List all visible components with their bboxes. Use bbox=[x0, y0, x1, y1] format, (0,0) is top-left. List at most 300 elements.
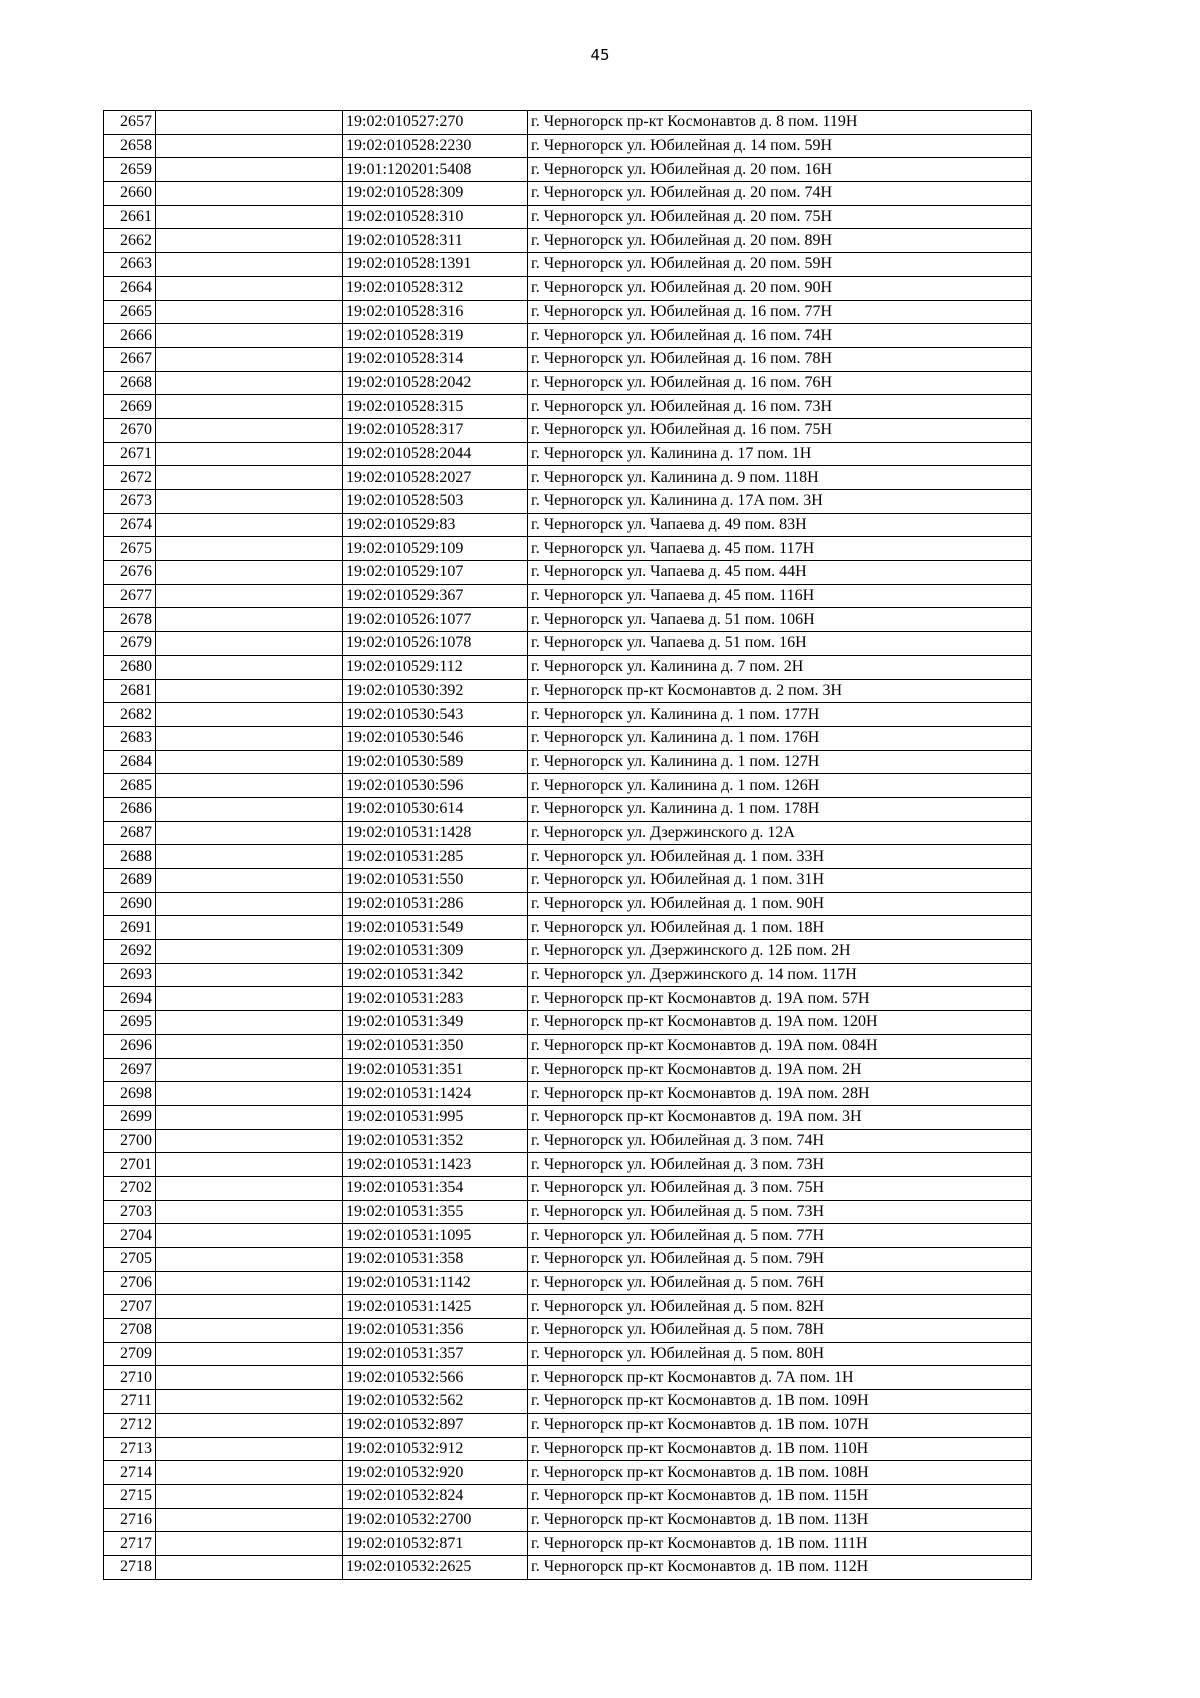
empty-cell bbox=[156, 821, 343, 845]
empty-cell bbox=[156, 608, 343, 632]
empty-cell bbox=[156, 1366, 343, 1390]
address-cell: г. Черногорск ул. Юбилейная д. 1 пом. 18Н bbox=[528, 916, 1032, 940]
cadastral-number-cell: 19:02:010530:392 bbox=[343, 679, 528, 703]
address-cell: г. Черногорск ул. Юбилейная д. 20 пом. 90Н bbox=[528, 276, 1032, 300]
cadastral-number-cell: 19:02:010531:1423 bbox=[343, 1153, 528, 1177]
empty-cell bbox=[156, 1034, 343, 1058]
address-cell: г. Черногорск ул. Калинина д. 9 пом. 118Н bbox=[528, 466, 1032, 490]
row-number-cell: 2681 bbox=[104, 679, 156, 703]
table-row bbox=[104, 774, 1032, 798]
address-cell: г. Черногорск пр-кт Космонавтов д. 19А пом. 084Н bbox=[528, 1034, 1032, 1058]
address-cell: г. Черногорск ул. Юбилейная д. 1 пом. 31Н bbox=[528, 869, 1032, 893]
row-number-cell: 2712 bbox=[104, 1413, 156, 1437]
table-row bbox=[104, 1248, 1032, 1272]
row-number-cell: 2679 bbox=[104, 632, 156, 656]
address-cell: г. Черногорск пр-кт Космонавтов д. 19А пом. 120Н bbox=[528, 1011, 1032, 1035]
address-cell: г. Черногорск ул. Юбилейная д. 16 пом. 74Н bbox=[528, 324, 1032, 348]
table-row bbox=[104, 1176, 1032, 1200]
row-number-cell: 2704 bbox=[104, 1224, 156, 1248]
address-cell: г. Черногорск ул. Калинина д. 1 пом. 176Н bbox=[528, 726, 1032, 750]
address-cell: г. Черногорск пр-кт Космонавтов д. 19А пом. 2Н bbox=[528, 1058, 1032, 1082]
cadastral-number-cell: 19:02:010531:285 bbox=[343, 845, 528, 869]
empty-cell bbox=[156, 1484, 343, 1508]
cadastral-number-cell: 19:02:010529:83 bbox=[343, 513, 528, 537]
empty-cell bbox=[156, 726, 343, 750]
empty-cell bbox=[156, 987, 343, 1011]
cadastral-number-cell: 19:02:010528:311 bbox=[343, 229, 528, 253]
address-cell: г. Черногорск пр-кт Космонавтов д. 19А пом. 3Н bbox=[528, 1105, 1032, 1129]
registry-table-body bbox=[104, 111, 1032, 1580]
empty-cell bbox=[156, 1129, 343, 1153]
address-cell: г. Черногорск ул. Юбилейная д. 16 пом. 77Н bbox=[528, 300, 1032, 324]
address-cell: г. Черногорск пр-кт Космонавтов д. 1В пом. 115Н bbox=[528, 1484, 1032, 1508]
address-cell: г. Черногорск ул. Калинина д. 17 пом. 1Н bbox=[528, 442, 1032, 466]
cadastral-number-cell: 19:02:010531:352 bbox=[343, 1129, 528, 1153]
empty-cell bbox=[156, 276, 343, 300]
row-number-cell: 2717 bbox=[104, 1532, 156, 1556]
cadastral-number-cell: 19:02:010532:912 bbox=[343, 1437, 528, 1461]
empty-cell bbox=[156, 466, 343, 490]
row-number-cell: 2664 bbox=[104, 276, 156, 300]
table-row bbox=[104, 1342, 1032, 1366]
empty-cell bbox=[156, 300, 343, 324]
row-number-cell: 2682 bbox=[104, 703, 156, 727]
table-row bbox=[104, 537, 1032, 561]
address-cell: г. Черногорск пр-кт Космонавтов д. 19А пом. 57Н bbox=[528, 987, 1032, 1011]
table-row bbox=[104, 1390, 1032, 1414]
empty-cell bbox=[156, 916, 343, 940]
cadastral-number-cell: 19:02:010528:503 bbox=[343, 490, 528, 514]
row-number-cell: 2667 bbox=[104, 347, 156, 371]
table-row bbox=[104, 158, 1032, 182]
row-number-cell: 2694 bbox=[104, 987, 156, 1011]
address-cell: г. Черногорск пр-кт Космонавтов д. 1В пом. 112Н bbox=[528, 1555, 1032, 1579]
empty-cell bbox=[156, 324, 343, 348]
row-number-cell: 2708 bbox=[104, 1319, 156, 1343]
table-row bbox=[104, 655, 1032, 679]
empty-cell bbox=[156, 584, 343, 608]
table-row bbox=[104, 134, 1032, 158]
row-number-cell: 2703 bbox=[104, 1200, 156, 1224]
table-row bbox=[104, 466, 1032, 490]
table-row bbox=[104, 797, 1032, 821]
address-cell: г. Черногорск ул. Юбилейная д. 3 пом. 74Н bbox=[528, 1129, 1032, 1153]
empty-cell bbox=[156, 1271, 343, 1295]
row-number-cell: 2687 bbox=[104, 821, 156, 845]
empty-cell bbox=[156, 632, 343, 656]
address-cell: г. Черногорск пр-кт Космонавтов д. 1В пом. 107Н bbox=[528, 1413, 1032, 1437]
cadastral-number-cell: 19:02:010532:871 bbox=[343, 1532, 528, 1556]
cadastral-number-cell: 19:02:010531:354 bbox=[343, 1176, 528, 1200]
table-row bbox=[104, 1034, 1032, 1058]
address-cell: г. Черногорск ул. Дзержинского д. 12Б пом. 2Н bbox=[528, 940, 1032, 964]
address-cell: г. Черногорск ул. Калинина д. 17А пом. 3Н bbox=[528, 490, 1032, 514]
table-row bbox=[104, 1271, 1032, 1295]
cadastral-number-cell: 19:02:010528:314 bbox=[343, 347, 528, 371]
empty-cell bbox=[156, 1413, 343, 1437]
address-cell: г. Черногорск ул. Калинина д. 7 пом. 2Н bbox=[528, 655, 1032, 679]
row-number-cell: 2701 bbox=[104, 1153, 156, 1177]
row-number-cell: 2706 bbox=[104, 1271, 156, 1295]
row-number-cell: 2709 bbox=[104, 1342, 156, 1366]
cadastral-number-cell: 19:02:010532:566 bbox=[343, 1366, 528, 1390]
address-cell: г. Черногорск ул. Юбилейная д. 14 пом. 59Н bbox=[528, 134, 1032, 158]
address-cell: г. Черногорск ул. Калинина д. 1 пом. 177Н bbox=[528, 703, 1032, 727]
empty-cell bbox=[156, 1295, 343, 1319]
address-cell: г. Черногорск ул. Юбилейная д. 1 пом. 90Н bbox=[528, 892, 1032, 916]
empty-cell bbox=[156, 537, 343, 561]
table-row bbox=[104, 276, 1032, 300]
table-row bbox=[104, 1437, 1032, 1461]
cadastral-number-cell: 19:02:010526:1078 bbox=[343, 632, 528, 656]
table-row bbox=[104, 1011, 1032, 1035]
cadastral-number-cell: 19:02:010528:312 bbox=[343, 276, 528, 300]
empty-cell bbox=[156, 1461, 343, 1485]
row-number-cell: 2680 bbox=[104, 655, 156, 679]
empty-cell bbox=[156, 845, 343, 869]
row-number-cell: 2695 bbox=[104, 1011, 156, 1035]
row-number-cell: 2718 bbox=[104, 1555, 156, 1579]
registry-table bbox=[103, 110, 1032, 1580]
table-row bbox=[104, 111, 1032, 135]
table-row bbox=[104, 1366, 1032, 1390]
table-row bbox=[104, 205, 1032, 229]
cadastral-number-cell: 19:02:010532:897 bbox=[343, 1413, 528, 1437]
row-number-cell: 2668 bbox=[104, 371, 156, 395]
empty-cell bbox=[156, 561, 343, 585]
table-row bbox=[104, 395, 1032, 419]
empty-cell bbox=[156, 253, 343, 277]
empty-cell bbox=[156, 1011, 343, 1035]
row-number-cell: 2671 bbox=[104, 442, 156, 466]
table-row bbox=[104, 1508, 1032, 1532]
cadastral-number-cell: 19:02:010529:107 bbox=[343, 561, 528, 585]
row-number-cell: 2675 bbox=[104, 537, 156, 561]
empty-cell bbox=[156, 205, 343, 229]
table-row bbox=[104, 750, 1032, 774]
row-number-cell: 2677 bbox=[104, 584, 156, 608]
table-row bbox=[104, 229, 1032, 253]
row-number-cell: 2705 bbox=[104, 1248, 156, 1272]
table-row bbox=[104, 869, 1032, 893]
empty-cell bbox=[156, 347, 343, 371]
address-cell: г. Черногорск пр-кт Космонавтов д. 1В пом. 113Н bbox=[528, 1508, 1032, 1532]
cadastral-number-cell: 19:02:010531:356 bbox=[343, 1319, 528, 1343]
cadastral-number-cell: 19:02:010531:995 bbox=[343, 1105, 528, 1129]
table-row bbox=[104, 1224, 1032, 1248]
page-number: 45 bbox=[590, 46, 610, 64]
address-cell: г. Черногорск ул. Юбилейная д. 5 пом. 79Н bbox=[528, 1248, 1032, 1272]
row-number-cell: 2711 bbox=[104, 1390, 156, 1414]
row-number-cell: 2714 bbox=[104, 1461, 156, 1485]
row-number-cell: 2676 bbox=[104, 561, 156, 585]
cadastral-number-cell: 19:02:010531:342 bbox=[343, 963, 528, 987]
address-cell: г. Черногорск ул. Юбилейная д. 16 пом. 78Н bbox=[528, 347, 1032, 371]
empty-cell bbox=[156, 750, 343, 774]
cadastral-number-cell: 19:02:010530:589 bbox=[343, 750, 528, 774]
cadastral-number-cell: 19:02:010528:2230 bbox=[343, 134, 528, 158]
empty-cell bbox=[156, 892, 343, 916]
cadastral-number-cell: 19:02:010528:2027 bbox=[343, 466, 528, 490]
cadastral-number-cell: 19:02:010530:614 bbox=[343, 797, 528, 821]
table-row bbox=[104, 632, 1032, 656]
address-cell: г. Черногорск ул. Юбилейная д. 5 пом. 76Н bbox=[528, 1271, 1032, 1295]
table-row bbox=[104, 1153, 1032, 1177]
address-cell: г. Черногорск ул. Юбилейная д. 16 пом. 75Н bbox=[528, 418, 1032, 442]
empty-cell bbox=[156, 940, 343, 964]
table-row bbox=[104, 726, 1032, 750]
cadastral-number-cell: 19:01:120201:5408 bbox=[343, 158, 528, 182]
row-number-cell: 2684 bbox=[104, 750, 156, 774]
row-number-cell: 2678 bbox=[104, 608, 156, 632]
address-cell: г. Черногорск ул. Калинина д. 1 пом. 126Н bbox=[528, 774, 1032, 798]
cadastral-number-cell: 19:02:010528:315 bbox=[343, 395, 528, 419]
empty-cell bbox=[156, 229, 343, 253]
table-row bbox=[104, 987, 1032, 1011]
address-cell: г. Черногорск пр-кт Космонавтов д. 1В пом. 110Н bbox=[528, 1437, 1032, 1461]
table-row bbox=[104, 371, 1032, 395]
address-cell: г. Черногорск ул. Юбилейная д. 1 пом. 33Н bbox=[528, 845, 1032, 869]
table-row bbox=[104, 490, 1032, 514]
empty-cell bbox=[156, 1224, 343, 1248]
table-row bbox=[104, 1319, 1032, 1343]
table-row bbox=[104, 703, 1032, 727]
table-row bbox=[104, 1532, 1032, 1556]
address-cell: г. Черногорск ул. Юбилейная д. 20 пом. 75Н bbox=[528, 205, 1032, 229]
empty-cell bbox=[156, 797, 343, 821]
empty-cell bbox=[156, 1532, 343, 1556]
address-cell: г. Черногорск пр-кт Космонавтов д. 8 пом. 119Н bbox=[528, 111, 1032, 135]
empty-cell bbox=[156, 134, 343, 158]
address-cell: г. Черногорск пр-кт Космонавтов д. 1В пом. 108Н bbox=[528, 1461, 1032, 1485]
row-number-cell: 2691 bbox=[104, 916, 156, 940]
table-row bbox=[104, 584, 1032, 608]
empty-cell bbox=[156, 1319, 343, 1343]
cadastral-number-cell: 19:02:010531:549 bbox=[343, 916, 528, 940]
address-cell: г. Черногорск ул. Юбилейная д. 3 пом. 75Н bbox=[528, 1176, 1032, 1200]
table-row bbox=[104, 442, 1032, 466]
address-cell: г. Черногорск пр-кт Космонавтов д. 1В пом. 111Н bbox=[528, 1532, 1032, 1556]
row-number-cell: 2713 bbox=[104, 1437, 156, 1461]
address-cell: г. Черногорск ул. Чапаева д. 45 пом. 44Н bbox=[528, 561, 1032, 585]
cadastral-number-cell: 19:02:010531:355 bbox=[343, 1200, 528, 1224]
table-row bbox=[104, 418, 1032, 442]
table-row bbox=[104, 1413, 1032, 1437]
address-cell: г. Черногорск ул. Чапаева д. 51 пом. 106Н bbox=[528, 608, 1032, 632]
row-number-cell: 2696 bbox=[104, 1034, 156, 1058]
row-number-cell: 2686 bbox=[104, 797, 156, 821]
row-number-cell: 2659 bbox=[104, 158, 156, 182]
row-number-cell: 2702 bbox=[104, 1176, 156, 1200]
table-row bbox=[104, 1129, 1032, 1153]
row-number-cell: 2692 bbox=[104, 940, 156, 964]
address-cell: г. Черногорск пр-кт Космонавтов д. 1В пом. 109Н bbox=[528, 1390, 1032, 1414]
row-number-cell: 2674 bbox=[104, 513, 156, 537]
row-number-cell: 2710 bbox=[104, 1366, 156, 1390]
cadastral-number-cell: 19:02:010528:1391 bbox=[343, 253, 528, 277]
table-row bbox=[104, 821, 1032, 845]
cadastral-number-cell: 19:02:010531:1142 bbox=[343, 1271, 528, 1295]
empty-cell bbox=[156, 371, 343, 395]
cadastral-number-cell: 19:02:010530:546 bbox=[343, 726, 528, 750]
cadastral-number-cell: 19:02:010529:112 bbox=[343, 655, 528, 679]
cadastral-number-cell: 19:02:010532:824 bbox=[343, 1484, 528, 1508]
table-row bbox=[104, 1461, 1032, 1485]
address-cell: г. Черногорск ул. Калинина д. 1 пом. 127Н bbox=[528, 750, 1032, 774]
empty-cell bbox=[156, 182, 343, 206]
table-row bbox=[104, 916, 1032, 940]
cadastral-number-cell: 19:02:010532:562 bbox=[343, 1390, 528, 1414]
row-number-cell: 2699 bbox=[104, 1105, 156, 1129]
empty-cell bbox=[156, 111, 343, 135]
address-cell: г. Черногорск ул. Юбилейная д. 20 пом. 89Н bbox=[528, 229, 1032, 253]
table-row bbox=[104, 1105, 1032, 1129]
cadastral-number-cell: 19:02:010530:543 bbox=[343, 703, 528, 727]
row-number-cell: 2666 bbox=[104, 324, 156, 348]
cadastral-number-cell: 19:02:010529:109 bbox=[343, 537, 528, 561]
cadastral-number-cell: 19:02:010531:1425 bbox=[343, 1295, 528, 1319]
table-row bbox=[104, 1295, 1032, 1319]
table-row bbox=[104, 347, 1032, 371]
table-row bbox=[104, 561, 1032, 585]
cadastral-number-cell: 19:02:010531:1428 bbox=[343, 821, 528, 845]
empty-cell bbox=[156, 869, 343, 893]
address-cell: г. Черногорск ул. Юбилейная д. 20 пом. 59Н bbox=[528, 253, 1032, 277]
empty-cell bbox=[156, 1437, 343, 1461]
table-row bbox=[104, 940, 1032, 964]
row-number-cell: 2716 bbox=[104, 1508, 156, 1532]
empty-cell bbox=[156, 774, 343, 798]
cadastral-number-cell: 19:02:010531:1095 bbox=[343, 1224, 528, 1248]
cadastral-number-cell: 19:02:010526:1077 bbox=[343, 608, 528, 632]
cadastral-number-cell: 19:02:010528:319 bbox=[343, 324, 528, 348]
row-number-cell: 2688 bbox=[104, 845, 156, 869]
address-cell: г. Черногорск ул. Юбилейная д. 5 пом. 78Н bbox=[528, 1319, 1032, 1343]
cadastral-number-cell: 19:02:010531:550 bbox=[343, 869, 528, 893]
address-cell: г. Черногорск ул. Чапаева д. 45 пом. 116Н bbox=[528, 584, 1032, 608]
cadastral-number-cell: 19:02:010528:309 bbox=[343, 182, 528, 206]
table-row bbox=[104, 324, 1032, 348]
row-number-cell: 2690 bbox=[104, 892, 156, 916]
cadastral-number-cell: 19:02:010532:2625 bbox=[343, 1555, 528, 1579]
table-row bbox=[104, 1484, 1032, 1508]
row-number-cell: 2689 bbox=[104, 869, 156, 893]
address-cell: г. Черногорск ул. Юбилейная д. 5 пом. 82Н bbox=[528, 1295, 1032, 1319]
address-cell: г. Черногорск ул. Юбилейная д. 16 пом. 76Н bbox=[528, 371, 1032, 395]
table-row bbox=[104, 679, 1032, 703]
table-row bbox=[104, 1082, 1032, 1106]
address-cell: г. Черногорск ул. Юбилейная д. 5 пом. 80Н bbox=[528, 1342, 1032, 1366]
cadastral-number-cell: 19:02:010531:350 bbox=[343, 1034, 528, 1058]
cadastral-number-cell: 19:02:010528:310 bbox=[343, 205, 528, 229]
row-number-cell: 2662 bbox=[104, 229, 156, 253]
cadastral-number-cell: 19:02:010528:317 bbox=[343, 418, 528, 442]
address-cell: г. Черногорск ул. Калинина д. 1 пом. 178Н bbox=[528, 797, 1032, 821]
cadastral-number-cell: 19:02:010531:358 bbox=[343, 1248, 528, 1272]
empty-cell bbox=[156, 963, 343, 987]
table-row bbox=[104, 1555, 1032, 1579]
empty-cell bbox=[156, 442, 343, 466]
address-cell: г. Черногорск пр-кт Космонавтов д. 19А пом. 28Н bbox=[528, 1082, 1032, 1106]
cadastral-number-cell: 19:02:010531:309 bbox=[343, 940, 528, 964]
address-cell: г. Черногорск ул. Дзержинского д. 12А bbox=[528, 821, 1032, 845]
address-cell: г. Черногорск ул. Чапаева д. 45 пом. 117Н bbox=[528, 537, 1032, 561]
table-row bbox=[104, 845, 1032, 869]
row-number-cell: 2693 bbox=[104, 963, 156, 987]
address-cell: г. Черногорск ул. Чапаева д. 51 пом. 16Н bbox=[528, 632, 1032, 656]
table-row bbox=[104, 608, 1032, 632]
address-cell: г. Черногорск ул. Юбилейная д. 5 пом. 77Н bbox=[528, 1224, 1032, 1248]
cadastral-number-cell: 19:02:010531:1424 bbox=[343, 1082, 528, 1106]
empty-cell bbox=[156, 1390, 343, 1414]
row-number-cell: 2670 bbox=[104, 418, 156, 442]
empty-cell bbox=[156, 703, 343, 727]
cadastral-number-cell: 19:02:010531:286 bbox=[343, 892, 528, 916]
empty-cell bbox=[156, 655, 343, 679]
cadastral-number-cell: 19:02:010531:357 bbox=[343, 1342, 528, 1366]
empty-cell bbox=[156, 1176, 343, 1200]
address-cell: г. Черногорск ул. Дзержинского д. 14 пом. 117Н bbox=[528, 963, 1032, 987]
cadastral-number-cell: 19:02:010530:596 bbox=[343, 774, 528, 798]
row-number-cell: 2683 bbox=[104, 726, 156, 750]
cadastral-number-cell: 19:02:010528:316 bbox=[343, 300, 528, 324]
row-number-cell: 2707 bbox=[104, 1295, 156, 1319]
cadastral-number-cell: 19:02:010531:283 bbox=[343, 987, 528, 1011]
empty-cell bbox=[156, 1058, 343, 1082]
row-number-cell: 2672 bbox=[104, 466, 156, 490]
row-number-cell: 2697 bbox=[104, 1058, 156, 1082]
row-number-cell: 2685 bbox=[104, 774, 156, 798]
row-number-cell: 2669 bbox=[104, 395, 156, 419]
address-cell: г. Черногорск ул. Юбилейная д. 3 пом. 73Н bbox=[528, 1153, 1032, 1177]
empty-cell bbox=[156, 1200, 343, 1224]
address-cell: г. Черногорск ул. Юбилейная д. 5 пом. 73Н bbox=[528, 1200, 1032, 1224]
empty-cell bbox=[156, 1248, 343, 1272]
empty-cell bbox=[156, 158, 343, 182]
cadastral-number-cell: 19:02:010532:2700 bbox=[343, 1508, 528, 1532]
row-number-cell: 2660 bbox=[104, 182, 156, 206]
address-cell: г. Черногорск ул. Юбилейная д. 20 пом. 16Н bbox=[528, 158, 1032, 182]
address-cell: г. Черногорск ул. Юбилейная д. 16 пом. 73Н bbox=[528, 395, 1032, 419]
address-cell: г. Черногорск пр-кт Космонавтов д. 7А пом. 1Н bbox=[528, 1366, 1032, 1390]
empty-cell bbox=[156, 513, 343, 537]
empty-cell bbox=[156, 1153, 343, 1177]
row-number-cell: 2715 bbox=[104, 1484, 156, 1508]
address-cell: г. Черногорск ул. Юбилейная д. 20 пом. 74Н bbox=[528, 182, 1032, 206]
cadastral-number-cell: 19:02:010531:349 bbox=[343, 1011, 528, 1035]
empty-cell bbox=[156, 1105, 343, 1129]
row-number-cell: 2661 bbox=[104, 205, 156, 229]
table-row bbox=[104, 963, 1032, 987]
cadastral-number-cell: 19:02:010528:2044 bbox=[343, 442, 528, 466]
table-row bbox=[104, 182, 1032, 206]
table-row bbox=[104, 300, 1032, 324]
cadastral-number-cell: 19:02:010532:920 bbox=[343, 1461, 528, 1485]
table-row bbox=[104, 1200, 1032, 1224]
empty-cell bbox=[156, 395, 343, 419]
empty-cell bbox=[156, 418, 343, 442]
row-number-cell: 2658 bbox=[104, 134, 156, 158]
address-cell: г. Черногорск ул. Чапаева д. 49 пом. 83Н bbox=[528, 513, 1032, 537]
row-number-cell: 2663 bbox=[104, 253, 156, 277]
row-number-cell: 2698 bbox=[104, 1082, 156, 1106]
cadastral-number-cell: 19:02:010531:351 bbox=[343, 1058, 528, 1082]
empty-cell bbox=[156, 1508, 343, 1532]
cadastral-number-cell: 19:02:010528:2042 bbox=[343, 371, 528, 395]
table-row bbox=[104, 892, 1032, 916]
empty-cell bbox=[156, 1342, 343, 1366]
empty-cell bbox=[156, 1555, 343, 1579]
